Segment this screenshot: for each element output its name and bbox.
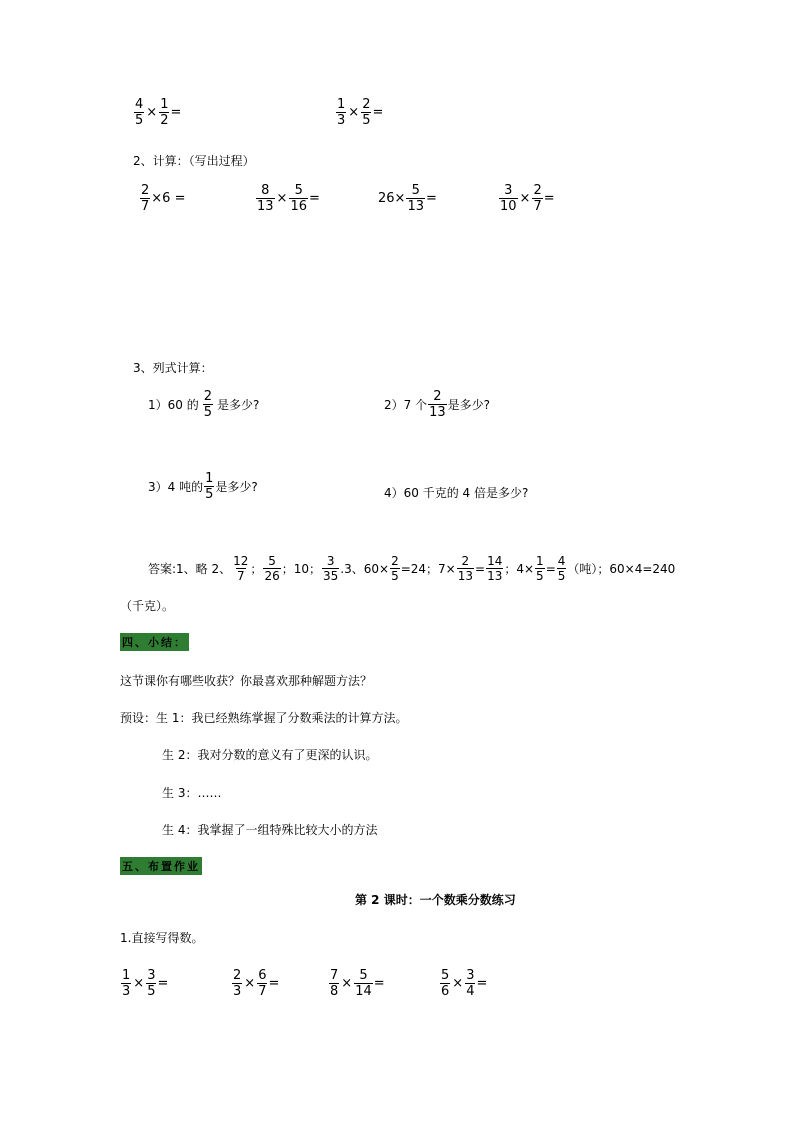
calc-problem-3: 26× $\frac{5}{13}$ = [378,183,437,214]
summary-question: 这节课你有哪些收获？你最喜欢那种解题方法？ [120,674,373,688]
word-problem-2: 2）7 个 $\frac{2}{13}$ 是多少? [384,389,491,420]
section2-heading: 2、计算：（写出过程） [133,154,255,168]
answer-line: 答案:1、略 2、 $\frac{12}{7}$ ； $\frac{5}{26}$ ；10； $\frac{3}{35}$ .3、60× $\frac{2}{5}$ =24；7× $\frac{2}{13}$ = $\frac{14}{13}$ ；4× $\frac{1}{5}$ = $\frac{4}{5}$ （吨）；60×4=240 [148,554,676,583]
direct-problem-2: $\frac{2}{3}$ × $\frac{6}{7}$ = [233,968,280,999]
lesson2-heading: 1.直接写得数。 [120,931,204,945]
word-problem-1: 1）60 的 $\frac{2}{5}$ 是多少? [148,389,260,420]
student-1: 预设：生 1：我已经熟练掌握了分数乘法的计算方法。 [120,711,408,725]
answer-line-2: （千克）。 [120,599,175,613]
calc-problem-4: $\frac{3}{10}$ × $\frac{2}{7}$ = [500,183,555,214]
direct-problem-4: $\frac{5}{6}$ × $\frac{3}{4}$ = [441,968,488,999]
lesson2-title: 第 2 课时：一个数乘分数练习 [355,893,516,907]
section3-heading: 3、列式计算： [133,361,213,375]
direct-problem-3: $\frac{7}{8}$ × $\frac{5}{14}$ = [330,968,385,999]
student-4: 生 4：我掌握了一组特殊比较大小的方法 [162,823,378,837]
section4-tag: 四、小结： [120,633,189,651]
calc-problem-1: $\frac{2}{7}$ ×6 = [141,183,186,214]
student-3: 生 3：…… [162,786,222,800]
fraction-problem-1: $\frac{4}{5}$ × $\frac{1}{2}$ = [135,97,182,128]
direct-problem-1: $\frac{1}{3}$ × $\frac{3}{5}$ = [122,968,169,999]
student-2: 生 2：我对分数的意义有了更深的认识。 [162,748,378,762]
section5-tag: 五、布置作业 [120,857,202,875]
calc-problem-2: $\frac{8}{13}$ × $\frac{5}{16}$ = [257,183,320,214]
word-problem-4: 4）60 千克的 4 倍是多少? [384,486,529,500]
word-problem-3: 3）4 吨的 $\frac{1}{5}$ 是多少? [148,471,258,502]
fraction-problem-2: $\frac{1}{3}$ × $\frac{2}{5}$ = [337,97,384,128]
